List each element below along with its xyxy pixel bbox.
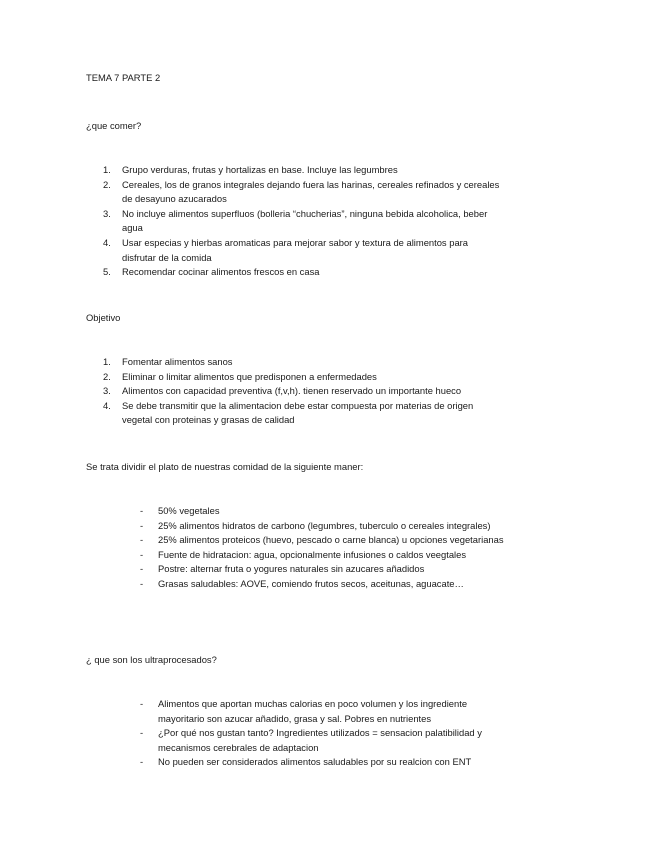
list-item-text: Fomentar alimentos sanos [122, 356, 233, 367]
list-item [86, 370, 502, 385]
list-number: 1. [103, 356, 111, 367]
list-item-text: Usar especias y hierbas aromaticas para mejorar sabor y textura de alimentos para disfrutar de la comida [122, 236, 468, 263]
objetivo-list [86, 355, 502, 428]
list-item [138, 562, 513, 577]
list-item [138, 577, 513, 592]
list-number: 3. [103, 385, 111, 397]
list-number: 4. [103, 399, 111, 411]
list-number: 4. [103, 236, 111, 248]
list-item [138, 697, 513, 726]
list-number: 5. [103, 266, 111, 278]
list-item-text: Grupo verduras, frutas y hortalizas en base. Incluye las legumbres [122, 164, 398, 175]
que-comer-list [86, 163, 502, 280]
list-dash: - [140, 577, 144, 589]
list-item [138, 755, 513, 770]
list-item-text: Alimentos con capacidad preventiva (f,v,h). tienen reservado un importante hueco [122, 385, 462, 397]
list-number: 2. [103, 178, 111, 190]
list-number: 2. [103, 370, 111, 382]
list-item-text: No incluye alimentos superfluos (bolleria “chucherias”, ninguna bebida alcoholica, beber agua [122, 207, 488, 234]
list-item-text: Recomendar cocinar alimentos frescos en casa [122, 266, 320, 278]
list-item-text: Grasas saludables: AOVE, comiendo frutos secos, aceitunas, aguacate… [158, 577, 464, 589]
list-dash: - [140, 756, 144, 768]
list-item [86, 399, 502, 428]
section-heading-que-comer: ¿que comer? [86, 120, 142, 131]
list-item [86, 384, 502, 399]
list-item-text: Fuente de hidratacion: agua, opcionalmente infusiones o caldos veegtales [158, 548, 467, 560]
list-number: 3. [103, 207, 111, 219]
list-dash: - [140, 534, 144, 546]
list-dash: - [140, 519, 144, 531]
section-heading-plato: Se trata dividir el plato de nuestras comidad de la siguiente maner: [86, 461, 364, 472]
list-item [86, 265, 502, 280]
list-item [86, 355, 502, 370]
list-item-text: ¿Por qué nos gustan tanto? Ingredientes utilizados = sensacion palatibilidad y mecanismos cerebrales de adaptacion [158, 727, 482, 753]
list-dash: - [140, 698, 144, 709]
list-item-text: 50% vegetales [158, 505, 220, 516]
list-item [138, 519, 513, 534]
list-item-text: Alimentos que aportan muchas calorias en poco volumen y los ingrediente mayoritario son azucar añadido, grasa y sal. Pobres en nutrientes [158, 698, 468, 724]
list-dash: - [140, 505, 144, 516]
ultraprocesados-list [138, 697, 513, 770]
list-item-text: Eliminar o limitar alimentos que predisponen a enfermedades [122, 370, 377, 382]
list-dash: - [140, 548, 144, 560]
list-item [86, 178, 502, 207]
list-item [86, 236, 502, 265]
list-item-text: 25% alimentos hidratos de carbono (legumbres, tuberculo o cereales integrales) [158, 519, 491, 531]
list-item [138, 504, 513, 519]
list-item [86, 207, 502, 236]
list-item [138, 726, 513, 755]
list-dash: - [140, 563, 144, 575]
section-heading-ultraprocesados: ¿ que son los ultraprocesados? [86, 654, 217, 665]
list-dash: - [140, 727, 144, 739]
list-item-text: 25% alimentos proteicos (huevo, pescado o carne blanca) u opciones vegetarianas [158, 534, 504, 546]
list-item [86, 163, 502, 178]
section-heading-objetivo: Objetivo [86, 312, 121, 323]
list-item-text: Postre: alternar fruta o yogures naturales sin azucares añadidos [158, 563, 425, 575]
list-item-text: No pueden ser considerados alimentos saludables por su realcion con ENT [158, 756, 472, 768]
document-title: TEMA 7 PARTE 2 [86, 72, 161, 83]
list-item [138, 548, 513, 563]
plato-list [138, 504, 513, 592]
list-number: 1. [103, 164, 111, 175]
list-item-text: Se debe transmitir que la alimentacion debe estar compuesta por materias de origen vegetal con proteinas y grasas de calidad [122, 399, 474, 426]
list-item [138, 533, 513, 548]
list-item-text: Cereales, los de granos integrales dejando fuera las harinas, cereales refinados y cereales de desayuno azucarados [122, 178, 500, 205]
